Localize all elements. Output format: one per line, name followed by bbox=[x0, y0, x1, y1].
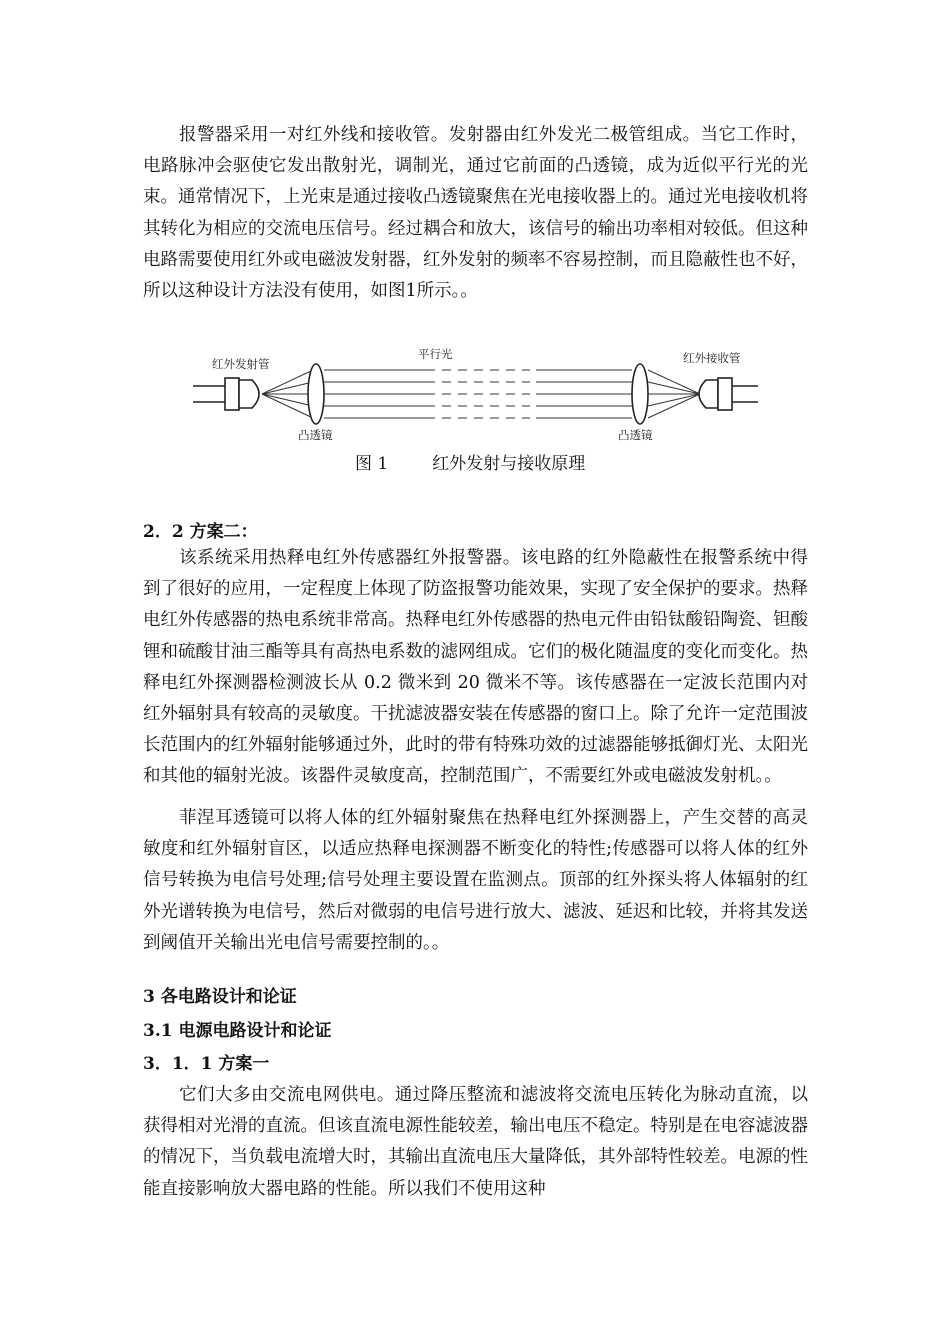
receiver-body bbox=[718, 378, 732, 410]
heading-scheme-one: 3．1．1 方案一 bbox=[143, 1054, 270, 1074]
figure-infrared-diagram bbox=[190, 340, 760, 450]
paragraph-fresnel-lens: 菲涅耳透镜可以将人体的红外辐射聚焦在热释电红外探测器上，产生交替的高灵敏度和红外辐射盲区，以适应热释电探测器不断变化的特性;传感器可以将人体的红外信号转换为电信号处理;信号处理主要设置在监测点。顶部的红外探头将人体辐射的红外光谱转换为电信号，然后对微弱的电信号进行放大、滤波、延迟和比较，并将其发送到阈值开关输出光电信号需要控制的。。 bbox=[143, 808, 808, 953]
receiver-dome bbox=[699, 380, 718, 408]
emitter-body bbox=[225, 378, 239, 410]
parallel-beams-dashed bbox=[442, 370, 530, 418]
emitter-rays bbox=[262, 370, 313, 418]
lens-right bbox=[632, 364, 648, 424]
label-lens-left: 凸透镜 bbox=[298, 428, 333, 442]
label-lens-right: 凸透镜 bbox=[618, 428, 653, 442]
emitter-dome bbox=[239, 380, 259, 408]
label-emitter: 红外发射管 bbox=[212, 357, 270, 371]
parallel-beams-right bbox=[536, 370, 632, 418]
lens-left bbox=[308, 364, 324, 424]
caption-text: 红外发射与接收原理 bbox=[432, 454, 586, 474]
paragraph-pyroelectric-system: 该系统采用热释电红外传感器红外报警器。该电路的红外隐蔽性在报警系统中得到了很好的应用，一定程度上体现了防盗报警功能效果，实现了安全保护的要求。热释电红外传感器的热电系统非常高。热释电红外传感器的热电元件由铅钛酸铅陶瓷、钽酸锂和硫酸甘油三酯等具有高热电系数的滤网组成。它们的极化随温度的变化而变化。热释电红外探测器检测波长从 0.2 微米到 20 微米不等。该传感器在一定波长范围内对红外辐射具有较高的灵敏度。干扰滤波器安装在传感器的窗口上。除了允许一定范围波长范围内的红外辐射能够通过外，此时的带有特殊功效的过滤器能够抵御灯光、太阳光和其他的辐射光波。该器件灵敏度高，控制范围广，不需要红外或电磁波发射机。。 bbox=[143, 548, 808, 787]
caption-number: 图 1 bbox=[355, 454, 389, 474]
paragraph-power-supply: 它们大多由交流电网供电。通过降压整流和滤波将交流电压转化为脉动直流，以获得相对光滑的直流。但该直流电源性能较差，输出电压不稳定。特别是在电容滤波器的情况下，当负载电流增大时，其输出直流电压大量降低，其外部特性较差。电源的性能直接影响放大器电路的性能。所以我们不使用这种 bbox=[143, 1085, 808, 1199]
paragraph-infrared-pair: 报警器采用一对红外线和接收管。发射器由红外发光二极管组成。当它工作时，电路脉冲会驱使它发出散射光，调制光，通过它前面的凸透镜，成为近似平行光的光束。通常情况下，上光束是通过接收凸透镜聚焦在光电接收器上的。通过光电接收机将其转化为相应的交流电压信号。经过耦合和放大，该信号的输出功率相对较低。但这种电路需要使用红外或电磁波发射器，红外发射的频率不容易控制，而且隐蔽性也不好，所以这种设计方法没有使用，如图1所示。。 bbox=[143, 125, 808, 302]
heading-circuit-design: 3 各电路设计和论证 bbox=[143, 987, 297, 1007]
label-receiver: 红外接收管 bbox=[683, 351, 741, 365]
heading-scheme-two: 2．2 方案二： bbox=[143, 522, 258, 542]
figure-caption bbox=[355, 452, 585, 476]
receiver-rays bbox=[648, 370, 700, 418]
heading-power-circuit: 3.1 电源电路设计和论证 bbox=[143, 1021, 332, 1041]
label-parallel-light: 平行光 bbox=[418, 347, 453, 361]
parallel-beams-left bbox=[324, 370, 435, 418]
